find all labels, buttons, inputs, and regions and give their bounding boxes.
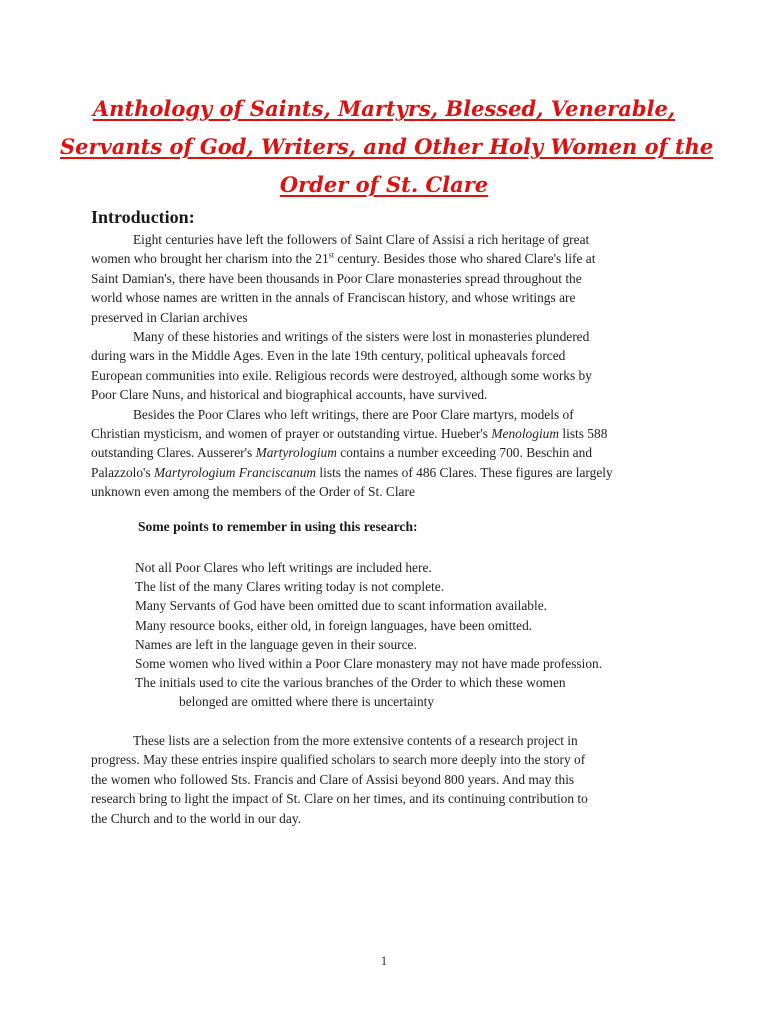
page-number: 1 [380, 953, 388, 968]
title-line: Anthology of Saints, Martyrs, Blessed, Venerable, [92, 96, 676, 121]
title-line: Servants of God, Writers, and Other Holy Women of the [60, 134, 714, 159]
text-line [91, 463, 691, 482]
point-item: Names are left in the language geven in their source. [135, 636, 417, 652]
text-line: Saint Damian's, there have been thousands in Poor Clare monasteries spread throughout the [91, 270, 582, 286]
text-line [91, 443, 691, 462]
point-item: The initials used to cite the various branches of the Order to which these women [135, 675, 566, 691]
points-list [135, 558, 602, 712]
text-line: the Church and to the world in our day. [91, 810, 301, 826]
text-run: outstanding Clares. Ausserer's [91, 445, 256, 461]
text-line: These lists are a selection from the more extensive contents of a research project in [133, 733, 578, 748]
text-run: women who brought her charism into the 21 [91, 251, 329, 267]
book-title: Martyrologium Franciscanum [154, 464, 317, 480]
point-item: Not all Poor Clares who left writings are included here. [135, 560, 432, 575]
text-line: Many of these histories and writings of the sisters were lost in monasteries plundered [133, 329, 590, 345]
text-line: during wars in the Middle Ages. Even in the late 19th century, political upheavals forced [91, 348, 566, 364]
text-run: century. Besides those who shared Clare's life at [333, 251, 596, 267]
point-item: Some women who lived within a Poor Clare monastery may not have made profession. [135, 656, 603, 672]
document-title [60, 90, 714, 204]
point-item: Many Servants of God have been omitted due to scant information available. [135, 598, 548, 614]
text-line: Eight centuries have left the followers of Saint Clare of Assisi a rich heritage of great [133, 232, 590, 247]
text-line: European communities into exile. Religious records were destroyed, although some works by [91, 367, 592, 383]
introduction-body [91, 230, 691, 502]
closing-paragraph [91, 731, 691, 828]
text-line: preserved in Clarian archives [91, 309, 248, 325]
text-line: research bring to light the impact of St. Clare on her times, and its continuing contribution to [91, 791, 588, 807]
text-line: progress. May these entries inspire qualified scholars to search more deeply into the story of [91, 752, 586, 768]
point-item-continuation: belonged are omitted where there is uncertainty [179, 694, 435, 710]
points-heading: Some points to remember in using this research: [138, 519, 418, 534]
text-line: unknown even among the members of the Order of St. Clare [91, 484, 415, 500]
superscript: st [328, 250, 334, 260]
text-line [91, 249, 691, 268]
book-title: Menologium [491, 426, 560, 442]
text-line: Besides the Poor Clares who left writings, there are Poor Clare martyrs, models of [133, 406, 574, 422]
text-line [91, 424, 691, 443]
text-line: Poor Clare Nuns, and historical and biographical accounts, have survived. [91, 387, 488, 403]
introduction-heading: Introduction: [91, 207, 195, 227]
text-run: Christian mysticism, and women of prayer or outstanding virtue. Hueber's [91, 426, 492, 442]
text-run: Palazzolo's [91, 464, 155, 480]
text-line: world whose names are written in the annals of Franciscan history, and whose writings are [91, 290, 576, 306]
text-run: contains a number exceeding 700. Beschin and [336, 445, 593, 461]
text-line: the women who followed Sts. Francis and Clare of Assisi beyond 800 years. And may this [91, 771, 575, 787]
point-item: Many resource books, either old, in foreign languages, have been omitted. [135, 617, 533, 633]
point-item: The list of the many Clares writing today is not complete. [135, 579, 445, 595]
text-run: lists 588 [559, 426, 608, 442]
title-line: Order of St. Clare [279, 172, 489, 197]
book-title: Martyrologium [255, 445, 337, 461]
text-run: lists the names of 486 Clares. These figures are largely [316, 464, 613, 480]
